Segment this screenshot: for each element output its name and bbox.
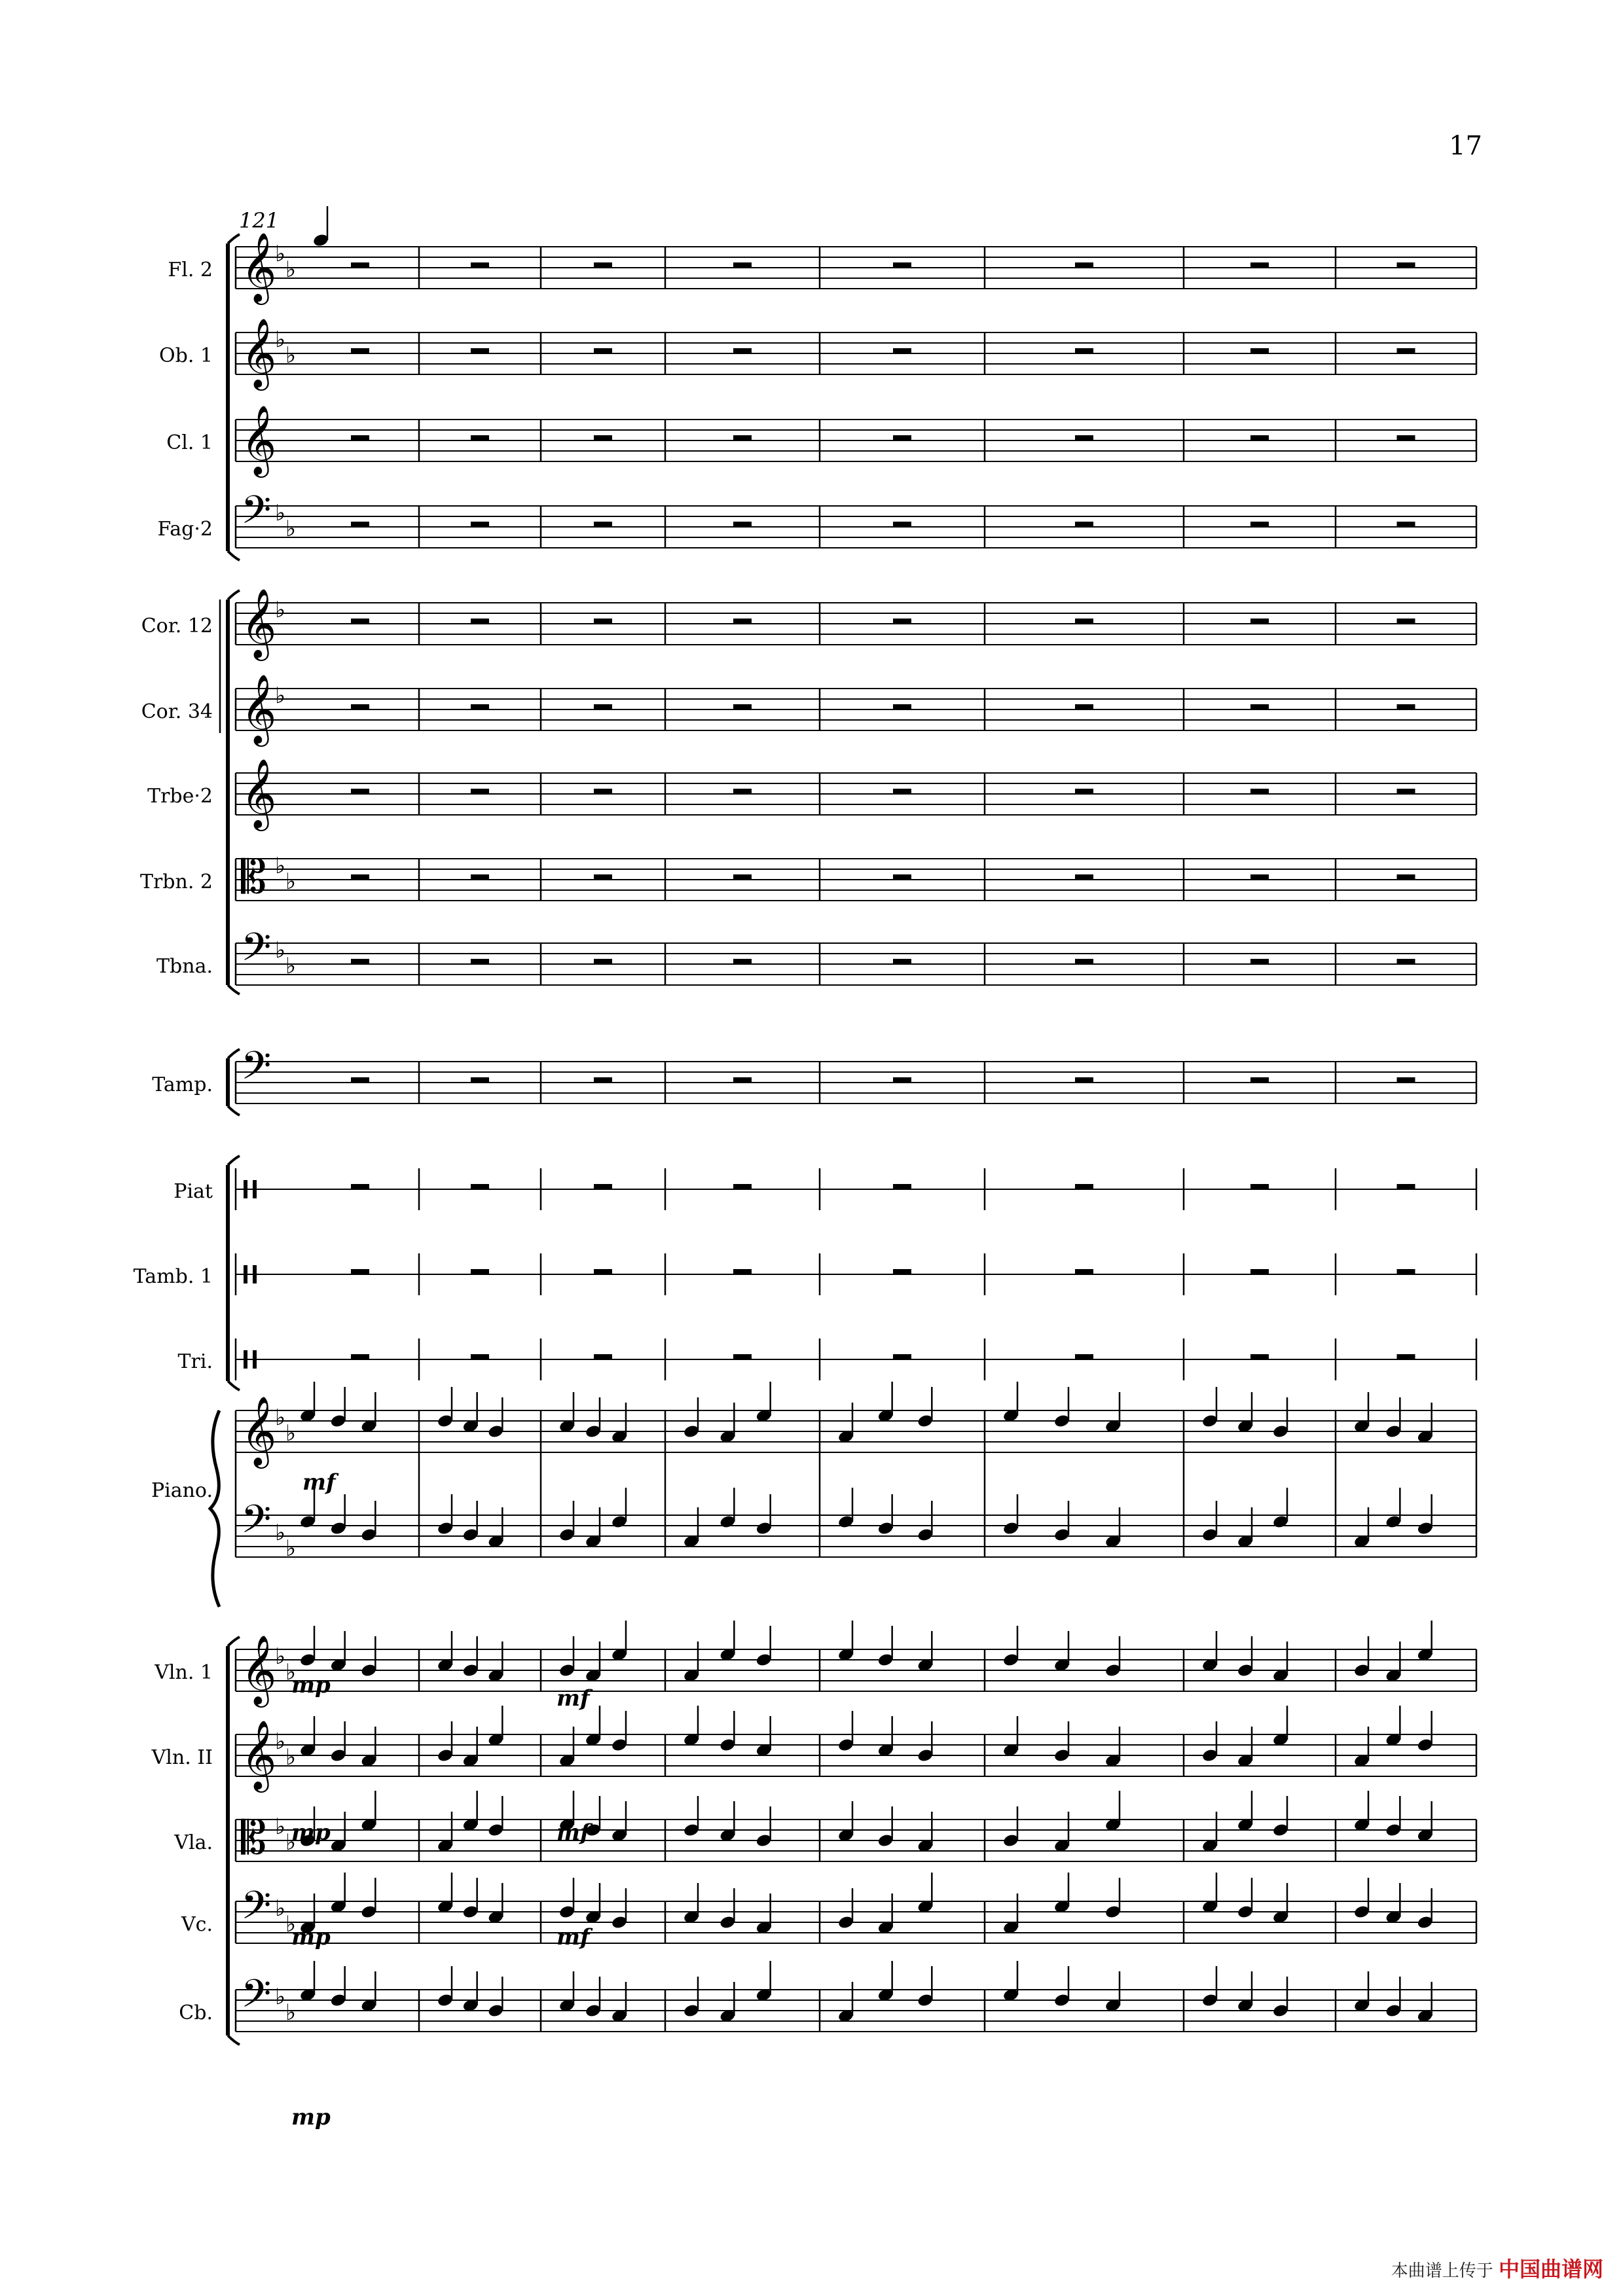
staff-13-bass-bass-clef-icon: 𝄢: [241, 1496, 272, 1551]
staff-1-whole-rest: [1250, 348, 1269, 353]
staff-4-whole-rest: [351, 619, 369, 624]
staff-0-whole-rest: [1075, 262, 1093, 268]
staff-2-whole-rest: [471, 435, 489, 440]
staff-8-whole-rest: [1250, 959, 1269, 964]
staff-4-whole-rest: [471, 619, 489, 624]
instrument-label: Tbna.: [156, 955, 213, 978]
staff-10-whole-rest: [351, 1184, 369, 1189]
staff-12-whole-rest: [471, 1354, 489, 1359]
staff-17-bass-clef-icon: 𝄢: [241, 1882, 272, 1937]
staff-11-whole-rest: [471, 1269, 489, 1274]
staff-4-whole-rest: [893, 619, 911, 624]
staff-10-whole-rest: [471, 1184, 489, 1189]
staff-4-treble-clef-icon: 𝄞: [241, 588, 277, 658]
staff-9-whole-rest: [1397, 1077, 1415, 1083]
staff-1-whole-rest: [1075, 348, 1093, 353]
staff-8-flat-icon: ♭: [275, 937, 286, 963]
woodwind-bracket-top: [228, 234, 240, 243]
staff-4-whole-rest: [594, 619, 612, 624]
staff-7-whole-rest: [1250, 874, 1269, 880]
staff-5-whole-rest: [1397, 704, 1415, 709]
dynamic-vln1-m1: mp: [291, 1672, 331, 1698]
staff-0-flat-icon: ♭: [275, 241, 286, 267]
staff-14-treble-clef-icon: 𝄞: [241, 1634, 277, 1704]
staff-1-whole-rest: [471, 348, 489, 353]
staff-9-whole-rest: [351, 1077, 369, 1083]
staff-9-whole-rest: [594, 1077, 612, 1083]
staff-12-whole-rest: [1075, 1354, 1093, 1359]
staff-11-whole-rest: [1397, 1269, 1415, 1274]
staff-12-whole-rest: [1250, 1354, 1269, 1359]
staff-9-whole-rest: [733, 1077, 752, 1083]
staff-13-treble-clef-icon: 𝄞: [241, 1395, 277, 1465]
strings-bracket-top: [228, 1637, 240, 1646]
staff-8-whole-rest: [351, 959, 369, 964]
staff-11-percussion-clef-icon: [244, 1265, 247, 1283]
staff-12-whole-rest: [351, 1354, 369, 1359]
staff-6-whole-rest: [1250, 789, 1269, 794]
instrument-label: Piano.: [151, 1479, 213, 1502]
staff-0-whole-rest: [1397, 262, 1415, 268]
staff-16-flat-icon: ♭: [285, 1829, 297, 1856]
staff-0-whole-rest: [893, 262, 911, 268]
staff-0-whole-rest: [594, 262, 612, 268]
staff-9-whole-rest: [893, 1077, 911, 1083]
instrument-label: Cl. 1: [166, 431, 213, 454]
staff-11-whole-rest: [733, 1269, 752, 1274]
staff-16-flat-icon: ♭: [275, 1814, 286, 1840]
staff-8-whole-rest: [733, 959, 752, 964]
staff-4-flat-icon: ♭: [275, 597, 286, 623]
staff-10-whole-rest: [1250, 1184, 1269, 1189]
staff-5-whole-rest: [1250, 704, 1269, 709]
staff-0-flat-icon: ♭: [285, 257, 297, 283]
staff-5-whole-rest: [733, 704, 752, 709]
staff-10-whole-rest: [1397, 1184, 1415, 1189]
staff-7-whole-rest: [471, 874, 489, 880]
brass-bracket-bottom: [228, 985, 240, 994]
woodwind-bracket-bottom: [228, 551, 240, 560]
staff-0-whole-rest: [733, 262, 752, 268]
staff-8-whole-rest: [1075, 959, 1093, 964]
staff-0-whole-rest: [1250, 262, 1269, 268]
staff-16-alto-clef-icon: 𝄡: [241, 1811, 267, 1865]
staff-5-flat-icon: ♭: [275, 683, 286, 709]
strings-bracket-bottom: [228, 2036, 240, 2045]
dynamic-cb-m1: mp: [291, 2104, 331, 2130]
piano-brace: [210, 1410, 219, 1607]
staff-8-whole-rest: [1397, 959, 1415, 964]
instrument-label: Tamp.: [152, 1073, 213, 1096]
staff-0-treble-clef-icon: 𝄞: [241, 232, 277, 302]
measure-number: 121: [239, 208, 280, 233]
staff-7-alto-clef-icon: 𝄡: [241, 850, 267, 904]
staff-1-whole-rest: [733, 348, 752, 353]
staff-12-whole-rest: [594, 1354, 612, 1359]
dynamic-vla-m3: mf: [556, 1924, 590, 1950]
staff-9-bass-clef-icon: 𝄢: [241, 1043, 272, 1098]
staff-6-whole-rest: [893, 789, 911, 794]
staff-11-whole-rest: [1250, 1269, 1269, 1274]
staff-6-whole-rest: [594, 789, 612, 794]
percussion-bracket-top: [228, 1156, 240, 1165]
staff-6-whole-rest: [1397, 789, 1415, 794]
staff-6-whole-rest: [1075, 789, 1093, 794]
dynamic-vln2-m1: mp: [291, 1820, 331, 1846]
staff-3-whole-rest: [1075, 522, 1093, 527]
staff-11-whole-rest: [594, 1269, 612, 1274]
staff-8-bass-clef-icon: 𝄢: [241, 924, 272, 979]
staff-11-percussion-clef-icon: [253, 1265, 257, 1283]
instrument-label: Ob. 1: [159, 344, 213, 367]
instrument-label: Vln. 1: [155, 1661, 213, 1684]
staff-8-whole-rest: [893, 959, 911, 964]
dynamic-vla-m1: mp: [291, 1924, 331, 1950]
staff-7-whole-rest: [893, 874, 911, 880]
staff-15-treble-clef-icon: 𝄞: [241, 1719, 277, 1789]
staff-6-whole-rest: [351, 789, 369, 794]
staff-3-whole-rest: [733, 522, 752, 527]
staff-18-flat-icon: ♭: [285, 2000, 297, 2026]
staff-5-treble-clef-icon: 𝄞: [241, 673, 277, 744]
staff-12-whole-rest: [1397, 1354, 1415, 1359]
instrument-label: Vln. II: [151, 1746, 213, 1769]
staff-1-whole-rest: [893, 348, 911, 353]
brass-bracket-top: [228, 590, 240, 600]
staff-5-whole-rest: [351, 704, 369, 709]
staff-2-whole-rest: [351, 435, 369, 440]
staff-10-whole-rest: [893, 1184, 911, 1189]
staff-15-flat-icon: ♭: [285, 1744, 297, 1770]
staff-7-whole-rest: [351, 874, 369, 880]
staff-13-flat-icon: ♭: [285, 1420, 297, 1446]
staff-7-flat-icon: ♭: [285, 869, 297, 895]
instrument-label: Fl. 2: [168, 259, 213, 281]
staff-4-whole-rest: [1075, 619, 1093, 624]
watermark-brand: 中国曲谱网: [1498, 2257, 1603, 2282]
instrument-label: Cor. 12: [141, 615, 213, 637]
staff-5-whole-rest: [893, 704, 911, 709]
staff-1-flat-icon: ♭: [275, 327, 286, 353]
staff-3-flat-icon: ♭: [285, 516, 297, 542]
instrument-label: Piat: [173, 1180, 213, 1203]
staff-7-whole-rest: [1397, 874, 1415, 880]
staff-10-whole-rest: [733, 1184, 752, 1189]
watermark-prefix: 本曲谱上传于: [1391, 2261, 1493, 2281]
staff-17-flat-icon: ♭: [275, 1895, 286, 1922]
instrument-label: Cor. 34: [141, 700, 213, 723]
instrument-label: Tamb. 1: [133, 1265, 213, 1288]
staff-7-flat-icon: ♭: [275, 853, 286, 879]
staff-12-percussion-clef-icon: [244, 1350, 247, 1369]
staff-6-treble-clef-icon: 𝄞: [241, 758, 277, 828]
staff-12-whole-rest: [893, 1354, 911, 1359]
staff-15-flat-icon: ♭: [275, 1729, 286, 1755]
staff-3-whole-rest: [893, 522, 911, 527]
staff-2-whole-rest: [893, 435, 911, 440]
staff-3-whole-rest: [471, 522, 489, 527]
instrument-label: Trbn. 2: [139, 870, 213, 893]
staff-17-flat-icon: ♭: [285, 1911, 297, 1937]
staff-10-percussion-clef-icon: [244, 1180, 247, 1198]
instrument-label: Vc.: [181, 1913, 213, 1936]
staff-2-whole-rest: [1075, 435, 1093, 440]
staff-5-whole-rest: [594, 704, 612, 709]
dynamic-vln1-m3: mf: [556, 1685, 590, 1712]
dynamic-vln2-m3: mf: [556, 1820, 590, 1846]
staff-3-bass-clef-icon: 𝄢: [241, 487, 272, 542]
staff-7-whole-rest: [1075, 874, 1093, 880]
staff-2-whole-rest: [594, 435, 612, 440]
staff-11-whole-rest: [351, 1269, 369, 1274]
staff-10-whole-rest: [594, 1184, 612, 1189]
staff-3-whole-rest: [1397, 522, 1415, 527]
staff-8-whole-rest: [594, 959, 612, 964]
staff-13-bass-flat-icon: ♭: [275, 1520, 286, 1546]
staff-8-flat-icon: ♭: [285, 953, 297, 979]
page-number: 17: [1449, 131, 1482, 161]
staff-18-flat-icon: ♭: [275, 1984, 286, 2010]
staff-0-whole-rest: [351, 262, 369, 268]
instrument-label: Cb.: [179, 2001, 213, 2024]
dynamic-piano-m1: mf: [302, 1469, 336, 1496]
staff-9-whole-rest: [471, 1077, 489, 1083]
staff-3-whole-rest: [351, 522, 369, 527]
staff-3-flat-icon: ♭: [275, 500, 286, 526]
staff-4-whole-rest: [1397, 619, 1415, 624]
staff-1-whole-rest: [1397, 348, 1415, 353]
instrument-label: Vla.: [174, 1831, 213, 1854]
percussion-bracket-bottom: [228, 1381, 240, 1390]
staff-6-whole-rest: [733, 789, 752, 794]
staff-11-whole-rest: [893, 1269, 911, 1274]
instrument-label: Tri.: [177, 1350, 213, 1373]
staff-2-whole-rest: [733, 435, 752, 440]
staff-11-whole-rest: [1075, 1269, 1093, 1274]
staff-1-treble-clef-icon: 𝄞: [241, 317, 277, 387]
staff-4-whole-rest: [1250, 619, 1269, 624]
staff-9-whole-rest: [1250, 1077, 1269, 1083]
staff-12-whole-rest: [733, 1354, 752, 1359]
staff-12-percussion-clef-icon: [253, 1350, 257, 1369]
staff-14-flat-icon: ♭: [275, 1643, 286, 1670]
staff-7-whole-rest: [594, 874, 612, 880]
staff-10-percussion-clef-icon: [253, 1180, 257, 1198]
watermark: [1391, 2253, 1603, 2283]
staff-6-whole-rest: [471, 789, 489, 794]
staff-5-whole-rest: [1075, 704, 1093, 709]
staff-4-whole-rest: [733, 619, 752, 624]
staff-2-whole-rest: [1397, 435, 1415, 440]
instrument-label: Trbe·2: [147, 785, 213, 808]
staff-3-whole-rest: [1250, 522, 1269, 527]
staff-3-whole-rest: [594, 522, 612, 527]
staff-9-whole-rest: [1075, 1077, 1093, 1083]
staff-2-whole-rest: [1250, 435, 1269, 440]
staff-14-flat-icon: ♭: [285, 1659, 297, 1685]
staff-13-flat-icon: ♭: [275, 1405, 286, 1431]
staff-1-flat-icon: ♭: [285, 342, 297, 368]
staff-5-whole-rest: [471, 704, 489, 709]
staff-1-whole-rest: [594, 348, 612, 353]
staff-2-treble-clef-icon: 𝄞: [241, 404, 277, 475]
staff-0-whole-rest: [471, 262, 489, 268]
staff-10-whole-rest: [1075, 1184, 1093, 1189]
timpani-bracket-top: [228, 1049, 240, 1058]
staff-8-whole-rest: [471, 959, 489, 964]
staff-18-bass-clef-icon: 𝄢: [241, 1971, 272, 2026]
staff-7-whole-rest: [733, 874, 752, 880]
instrument-label: Fag·2: [157, 518, 213, 541]
staff-13-bass-flat-icon: ♭: [285, 1535, 297, 1562]
staff-1-whole-rest: [351, 348, 369, 353]
timpani-bracket-bottom: [228, 1106, 240, 1115]
